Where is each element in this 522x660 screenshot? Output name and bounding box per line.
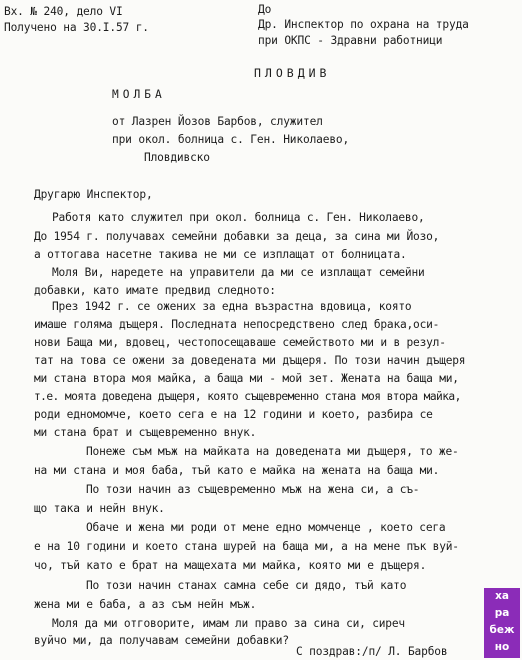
- sender-line-3: Пловдивско: [144, 151, 210, 164]
- salutation: Другарю Инспектор,: [34, 188, 153, 201]
- sender-line-2: при окол. болница с. Ген. Николаево,: [112, 133, 350, 146]
- body-line: що така и нейн внук.: [34, 502, 165, 515]
- body-line: До 1954 г. получавах семейни добавки за деца, за сина ми Йозо,: [34, 230, 440, 243]
- body-line: роди едномомче, което сега е на 12 години и което, разбира се: [34, 408, 433, 421]
- harabezhno-logo: [484, 588, 520, 658]
- body-line: През 1942 г. се ожених за една възрастна вдовица, която: [52, 300, 412, 313]
- addressee-city: ПЛОВДИВ: [254, 66, 331, 80]
- logo-text-3: беж: [489, 624, 515, 636]
- body-line: ми стана брат и същевременно внук.: [34, 426, 257, 439]
- body-line: вуйчо ми, да получавам семейни добавки?: [34, 634, 289, 647]
- sender-line-1: от Лазрен Йозов Барбов, служител: [112, 115, 323, 128]
- body-line: добавки, като имате предвид следното:: [34, 284, 276, 297]
- document-heading: МОЛБА: [112, 88, 166, 101]
- addressee-to: До: [258, 3, 272, 16]
- logo-text-2: ра: [494, 607, 510, 619]
- registry-number: Вх. № 240, дело VI: [4, 5, 123, 18]
- body-line: на ми стана и моя баба, тъй като е майка на жената на баща ми.: [34, 464, 440, 477]
- body-line: а оттогава насетне такива не ми се изплащат от болницата.: [34, 248, 407, 261]
- registry-received-date: Получено на 30.I.57 г.: [4, 21, 149, 34]
- body-line: жена ми е баба, а аз съм нейн мъж.: [34, 598, 257, 611]
- signature: С поздрав:/п/ Л. Барбов: [296, 645, 448, 658]
- sender-block: [112, 115, 349, 169]
- logo-text-4: но: [494, 641, 510, 653]
- body-line: Обаче и жена ми роди от мене едно момченце , което сега: [86, 521, 446, 534]
- body-line: чо, тъй като е брат на мащехата ми майка, която ми е дъщеря.: [34, 559, 427, 572]
- body-line: Работя като служител при окол. болница с. Ген. Николаево,: [52, 211, 425, 224]
- addressee-line-2: при ОКПС - Здравни работници: [258, 34, 443, 47]
- body-line: Моля Ви, наредете на управители да ми се изплащат семейни: [52, 266, 425, 279]
- logo-text-1: ха: [495, 590, 509, 602]
- registry-stamp: [4, 5, 149, 37]
- body-line: имаше голяма дъщеря. Последната непосредствено след брака,оси-: [34, 318, 440, 331]
- body-line: Понеже съм мъж на майката на доведената ми дъщеря, то же-: [86, 445, 459, 458]
- body-line: ми стана втора моя майка, а баща ми - мой зет. Жената на баща ми,: [34, 372, 459, 385]
- body-line: По този начин станах самна себе си дядо, тъй като: [86, 579, 407, 592]
- body-line: т.е. моята доведена дъщеря, която същевременно стана моя втора майка,: [34, 390, 461, 403]
- addressee-line-1: Др. Инспектор по охрана на труда: [258, 18, 469, 31]
- addressee-block: [258, 18, 469, 50]
- body-line: нови Баща ми, вдовец, честопосещаваше семейството ми и в резул-: [34, 336, 446, 349]
- body-line: е на 10 години и което стана шурей на баща ми, а на мене пък вуй-: [34, 540, 459, 553]
- body-line: По този начин аз същевременно мъж на жена си, а съ-: [86, 483, 420, 496]
- body-line: Моля да ми отговорите, имам ли право за сина си, сиреч: [52, 617, 405, 630]
- body-line: тат на това се ожени за доведената ми дъщеря. По този начин дъщеря: [34, 354, 466, 367]
